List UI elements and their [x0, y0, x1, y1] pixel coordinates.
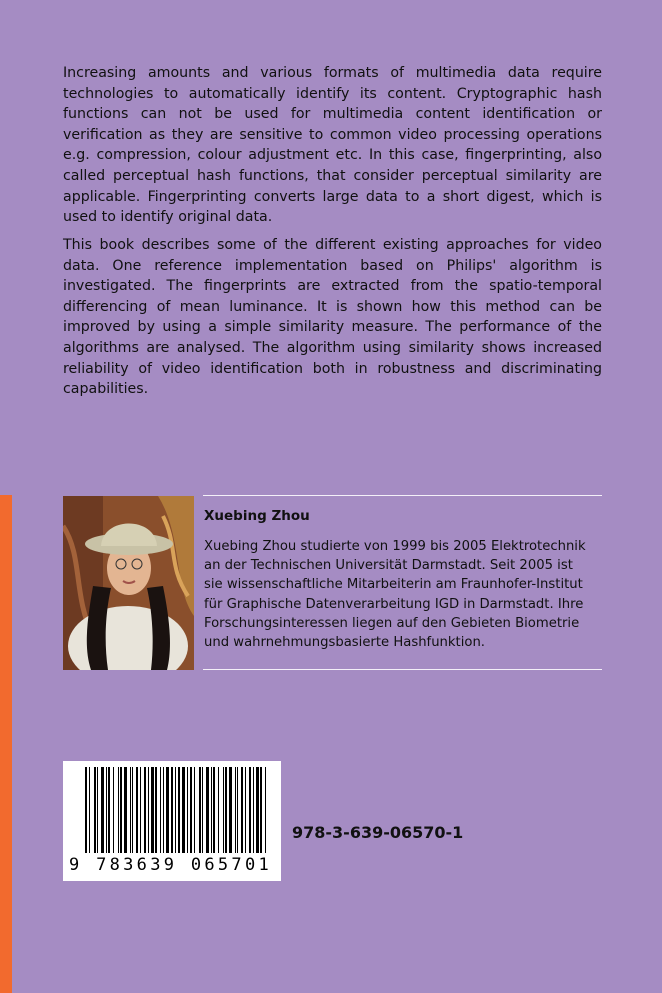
barcode: [63, 761, 281, 881]
barcode-digits: 9 783639 065701: [69, 855, 273, 875]
author-top-rule: [203, 495, 602, 496]
isbn-number: 978-3-639-06570-1: [292, 823, 464, 842]
orange-edge-stripe: [0, 495, 12, 993]
author-bio: Xuebing Zhou studierte von 1999 bis 2005 Elektrotechnik an der Technischen Universität Darmstadt. Seit 2005 ist sie wissenschaftliche Mitarbeiterin am Fraunhofer-Institut für Graphische Datenverarbeitung IGD in Darmstadt. Ihre Forschungsinteressen liegen auf den Gebieten Biometrie und wahrnehmungsbasierte Hashfunktion.: [204, 539, 586, 651]
description-paragraph-1: Increasing amounts and various formats of multimedia data require technologies to automatically identify its content. Cryptographic hash functions can not be used for multimedia content identification or verification as they are sensitive to common video processing operations e.g. compression, colour adjustment etc. In this case, fingerprinting, also called perceptual hash functions, that consider perceptual similarity are applicable. Fingerprinting converts large data to a short digest, which is used to identify original data.: [63, 65, 602, 226]
author-photo: [63, 496, 194, 670]
description-paragraph-2: This book describes some of the different existing approaches for video data. One reference implementation based on Philips' algorithm is investigated. The fingerprints are extracted from the spatio-temporal differencing of mean luminance. It is shown how this method can be improved by using a simple similarity measure. The performance of the algorithms are analysed. The algorithm using similarity shows increased reliability of video identification both in robustness and discriminating capabilities.: [63, 237, 602, 398]
author-bottom-rule: [203, 669, 602, 670]
author-name: Xuebing Zhou: [204, 508, 310, 524]
